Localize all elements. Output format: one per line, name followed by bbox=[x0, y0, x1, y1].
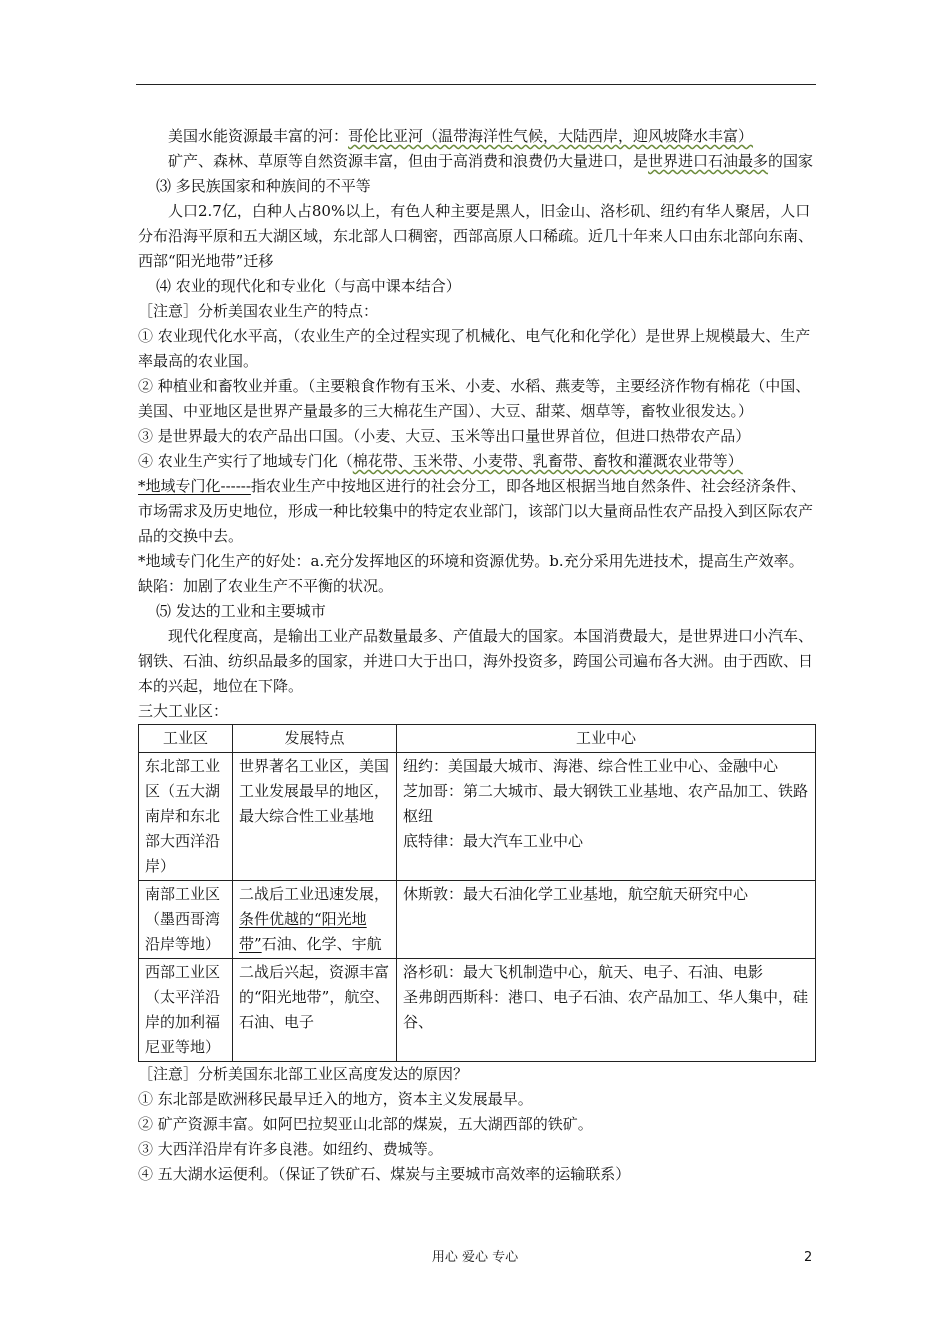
center-los-angeles: 洛杉矶：最大飞机制造中心，航天、电子、石油、电影 bbox=[403, 963, 764, 981]
centers-west bbox=[397, 959, 816, 1062]
feature-south-a: 二战后工业迅速发展， bbox=[239, 885, 390, 903]
columbia-river-text: 哥伦比亚河（温带海洋性气候，大陆西岸，迎风坡降水丰富） bbox=[348, 127, 754, 145]
footer-motto: 用心 爱心 专心 bbox=[431, 1250, 519, 1265]
agri-belts-highlight: 棉花带、玉米带、小麦带、乳畜带、畜牧和灌溉农业带等） bbox=[352, 452, 743, 470]
natural-resources-tail: 的国家 bbox=[768, 152, 814, 170]
section-heading-3: ⑶ 多民族国家和种族间的不平等 bbox=[156, 177, 371, 195]
document-body bbox=[138, 124, 818, 1187]
specialization-pros-cons: *地域专门化生产的好处：a.充分发挥地区的环境和资源优势。b.充分采用先进技术，提高生产效率。缺陷：加剧了农业生产不平衡的状况。 bbox=[138, 552, 804, 595]
header-feature: 发展特点 bbox=[233, 725, 397, 753]
center-new-york: 纽约：美国最大城市、海港、综合性工业中心、金融中心 bbox=[403, 757, 779, 775]
page-number: 2 bbox=[804, 1250, 813, 1265]
paragraph-water-resources bbox=[138, 124, 818, 149]
agri-point-2: ② 种植业和畜牧业并重。（主要粮食作物有玉米、小麦、水稻、燕麦等，主要经济作物有棉花（中国、美国、中亚地区是世界产量最多的三大棉花生产国）、大豆、甜菜、烟草等，畜牧业很发达。） bbox=[138, 377, 811, 420]
header-center: 工业中心 bbox=[397, 725, 816, 753]
center-san-francisco: 圣弗朗西斯科：港口、电子石油、农产品加工、华人集中，硅谷、 bbox=[403, 988, 809, 1031]
definition-text: 指农业生产中按地区进行的社会分工，即各地区根据当地自然条件、社会经济条件、市场需求及历史地位，形成一种比较集中的特定农业部门，该部门以大量商品性农产品投入到区际农产品的交换中去。 bbox=[138, 477, 814, 545]
center-chicago: 芝加哥：第二大城市、最大钢铁工业基地、农产品加工、铁路枢纽 bbox=[403, 782, 809, 825]
header-zone: 工业区 bbox=[139, 725, 233, 753]
section-heading-5: ⑸ 发达的工业和主要城市 bbox=[156, 602, 326, 620]
center-detroit: 底特律：最大汽车工业中心 bbox=[403, 832, 584, 850]
feature-south bbox=[233, 881, 397, 959]
centers-south bbox=[397, 881, 816, 959]
table-row bbox=[139, 753, 816, 881]
centers-northeast bbox=[397, 753, 816, 881]
feature-south-c: 石油、化学、宇航 bbox=[261, 935, 382, 953]
zone-south: 南部工业区（墨西哥湾沿岸等地） bbox=[139, 881, 233, 959]
agri-point-4-lead: ④ 农业生产实行了地域专门化（ bbox=[138, 452, 353, 470]
note-northeast: ［注意］分析美国东北部工业区高度发达的原因？ bbox=[138, 1065, 469, 1083]
reason-3: ③ 大西洋沿岸有许多良港。如纽约、费城等。 bbox=[138, 1140, 443, 1158]
feature-south-sunbelt: 条件优越的“阳光地带” bbox=[239, 910, 367, 953]
table-row bbox=[139, 881, 816, 959]
industrial-zones-table bbox=[138, 724, 816, 1062]
reason-4: ④ 五大湖水运便利。（保证了铁矿石、煤炭与主要城市高效率的运输联系） bbox=[138, 1165, 631, 1183]
note-agriculture: ［注意］分析美国农业生产的特点： bbox=[138, 302, 379, 320]
paragraph-population: 人口2.7亿，白种人占80%以上，有色人种主要是黑人，旧金山、洛杉矶、纽约有华人聚居，人口分布沿海平原和五大湖区域，东北部人口稠密，西部高原人口稀疏。近几十年来人口由东北部向东南、西部“阳光地带”迁移 bbox=[138, 202, 814, 270]
paragraph-industry: 现代化程度高，是输出工业产品数量最多、产值最大的国家。本国消费最大，是世界进口小汽车、钢铁、石油、纺织品最多的国家，并进口大于出口，海外投资多，跨国公司遍布各大洲。由于西欧、日本的兴起，地位在下降。 bbox=[138, 627, 814, 695]
reason-2: ② 矿产资源丰富。如阿巴拉契亚山北部的煤炭，五大湖西部的铁矿。 bbox=[138, 1115, 593, 1133]
reason-1: ① 东北部是欧洲移民最早迁入的地方，资本主义发展最早。 bbox=[138, 1090, 533, 1108]
agri-point-4 bbox=[138, 449, 818, 474]
agri-point-1: ① 农业现代化水平高，（农业生产的全过程实现了机械化、电气化和化学化）是世界上规模最大、生产率最高的农业国。 bbox=[138, 327, 811, 370]
section-heading-4: ⑷ 农业的现代化和专业化（与高中课本结合） bbox=[156, 277, 461, 295]
oil-import-highlight: 世界进口石油最多 bbox=[648, 152, 769, 170]
center-houston: 休斯敦：最大石油化学工业基地，航空航天研究中心 bbox=[403, 885, 749, 903]
table-row bbox=[139, 959, 816, 1062]
natural-resources-text: 矿产、森林、草原等自然资源丰富，但由于高消费和浪费仍大量进口，是 bbox=[168, 152, 649, 170]
header-rule bbox=[136, 84, 816, 85]
definition-specialization bbox=[138, 474, 818, 549]
feature-northeast: 世界著名工业区，美国工业发展最早的地区，最大综合性工业基地 bbox=[233, 753, 397, 881]
zone-northeast: 东北部工业区（五大湖南岸和东北部大西洋沿岸） bbox=[139, 753, 233, 881]
feature-west: 二战后兴起，资源丰富的“阳光地带”，航空、石油、电子 bbox=[233, 959, 397, 1062]
table-caption: 三大工业区： bbox=[138, 702, 229, 720]
paragraph-natural-resources bbox=[138, 149, 818, 174]
table-header-row bbox=[139, 725, 816, 753]
definition-term: *地域专门化------ bbox=[138, 477, 251, 495]
water-resources-lead: 美国水能资源最丰富的河： bbox=[168, 127, 349, 145]
agri-point-3: ③ 是世界最大的农产品出口国。（小麦、大豆、玉米等出口量世界首位，但进口热带农产品） bbox=[138, 427, 751, 445]
zone-west: 西部工业区（太平洋沿岸的加利福尼亚等地） bbox=[139, 959, 233, 1062]
